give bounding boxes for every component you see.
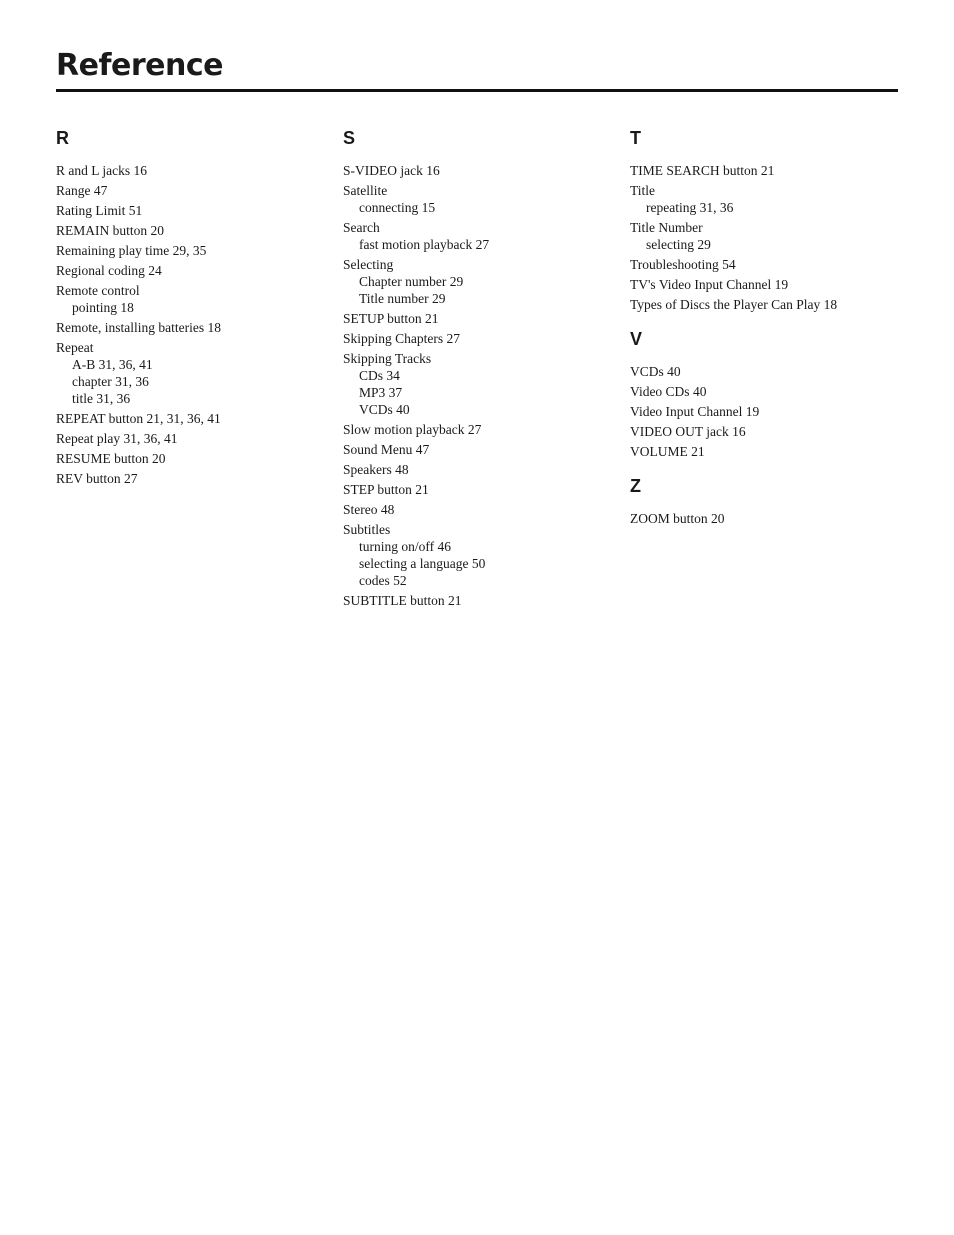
index-letter-heading: S: [343, 128, 356, 148]
index-subentry: Chapter number 29: [359, 274, 464, 289]
index-entry-text: Skipping Chapters 27: [343, 331, 460, 346]
index-entry-text: Skipping Tracks: [343, 351, 432, 366]
index-entry: [630, 276, 910, 293]
index-subentry: CDs 34: [359, 368, 400, 383]
index-entry: [630, 383, 910, 400]
index-entry-text: Repeat play 31, 36, 41: [56, 431, 178, 446]
index-entry: [56, 262, 336, 279]
index-entry: [343, 421, 623, 438]
index-entry-text: Rating Limit 51: [56, 203, 143, 218]
index-subentry: pointing 18: [72, 300, 134, 315]
index-subentry: selecting a language 50: [359, 556, 486, 571]
index-entry-text: Selecting: [343, 257, 394, 272]
index-subentry: codes 52: [359, 573, 407, 588]
index-entry-text: Remote control: [56, 283, 140, 298]
index-entry-text: Troubleshooting 54: [630, 257, 736, 272]
index-entry: [56, 470, 336, 487]
index-entry: [56, 242, 336, 259]
index-entry-text: STEP button 21: [343, 482, 429, 497]
index-subentry: selecting 29: [646, 237, 711, 252]
index-subentry: fast motion playback 27: [359, 237, 490, 252]
index-entry: [343, 501, 623, 518]
index-letter-heading: R: [56, 128, 69, 148]
index-entry-text: TIME SEARCH button 21: [630, 163, 775, 178]
index-subentry: title 31, 36: [72, 391, 131, 406]
index-entry: [630, 363, 910, 380]
index-subentry: turning on/off 46: [359, 539, 451, 554]
index-entry-text: VOLUME 21: [630, 444, 705, 459]
index-entry: [630, 162, 910, 179]
index-entry-text: Remote, installing batteries 18: [56, 320, 221, 335]
index-entry: [630, 443, 910, 460]
index-entry: [56, 162, 336, 179]
index-subentry: VCDs 40: [359, 402, 410, 417]
index-entry-text: Types of Discs the Player Can Play 18: [630, 297, 838, 312]
index-entry-text: Regional coding 24: [56, 263, 162, 278]
index-entry-text: TV's Video Input Channel 19: [630, 277, 789, 292]
index-entry: [630, 403, 910, 420]
index-subentry: chapter 31, 36: [72, 374, 149, 389]
index-entry: [343, 521, 623, 589]
index-entry: [630, 296, 910, 313]
page-title: Reference: [56, 48, 223, 83]
index-entry-text: Slow motion playback 27: [343, 422, 482, 437]
index-letter-heading: Z: [630, 476, 641, 496]
index-entry: [630, 219, 910, 253]
index-entry-text: Sound Menu 47: [343, 442, 430, 457]
index-entry: [630, 256, 910, 273]
index-entry-text: R and L jacks 16: [56, 163, 147, 178]
index-entry-text: Subtitles: [343, 522, 391, 537]
index-subentry: Title number 29: [359, 291, 446, 306]
index-entry-text: Remaining play time 29, 35: [56, 243, 207, 258]
index-entry: [343, 481, 623, 498]
index-entry: [343, 256, 623, 307]
index-entry: [343, 182, 623, 216]
index-entry: [630, 510, 910, 527]
index-entry: [343, 330, 623, 347]
index-subentry: A-B 31, 36, 41: [72, 357, 153, 372]
index-entry-text: REPEAT button 21, 31, 36, 41: [56, 411, 221, 426]
index-entry-text: Title: [630, 183, 656, 198]
index-entry: [56, 222, 336, 239]
index-entry: [56, 319, 336, 336]
index-column-1: [56, 126, 336, 490]
index-entry: [343, 441, 623, 458]
index-subentry: MP3 37: [359, 385, 403, 400]
index-entry-text: Search: [343, 220, 380, 235]
index-entry: [56, 282, 336, 316]
index-entry: [630, 423, 910, 440]
index-entry: [343, 592, 623, 609]
index-entry: [56, 182, 336, 199]
index-entry-text: Speakers 48: [343, 462, 409, 477]
index-entry-text: SETUP button 21: [343, 311, 439, 326]
index-entry-text: REMAIN button 20: [56, 223, 164, 238]
index-entry: [343, 350, 623, 418]
title-rule: [56, 89, 898, 92]
index-entry-text: Video Input Channel 19: [630, 404, 760, 419]
index-entry-text: Satellite: [343, 183, 388, 198]
index-entry: [343, 461, 623, 478]
index-subentry: connecting 15: [359, 200, 436, 215]
index-entry: [630, 182, 910, 216]
index-entry: [56, 430, 336, 447]
index-column-3: [630, 126, 910, 530]
index-entry-text: SUBTITLE button 21: [343, 593, 462, 608]
index-entry-text: RESUME button 20: [56, 451, 166, 466]
index-entry-text: Repeat: [56, 340, 94, 355]
index-entry-text: Stereo 48: [343, 502, 395, 517]
index-entry: [343, 310, 623, 327]
index-letter-heading: T: [630, 128, 641, 148]
index-entry-text: VIDEO OUT jack 16: [630, 424, 746, 439]
index-letter-heading: V: [630, 329, 643, 349]
index-entry: [56, 450, 336, 467]
index-entry-text: VCDs 40: [630, 364, 681, 379]
index-entry-text: Range 47: [56, 183, 108, 198]
index-entry: [343, 162, 623, 179]
index-subentry: repeating 31, 36: [646, 200, 734, 215]
index-entry: [56, 202, 336, 219]
index-entry-text: Video CDs 40: [630, 384, 707, 399]
index-entry-text: REV button 27: [56, 471, 138, 486]
index-entry-text: Title Number: [630, 220, 703, 235]
index-entry: [56, 410, 336, 427]
index-entry: [56, 339, 336, 407]
index-column-2: [343, 126, 623, 612]
index-entry: [343, 219, 623, 253]
index-entry-text: ZOOM button 20: [630, 511, 725, 526]
index-entry-text: S-VIDEO jack 16: [343, 163, 440, 178]
